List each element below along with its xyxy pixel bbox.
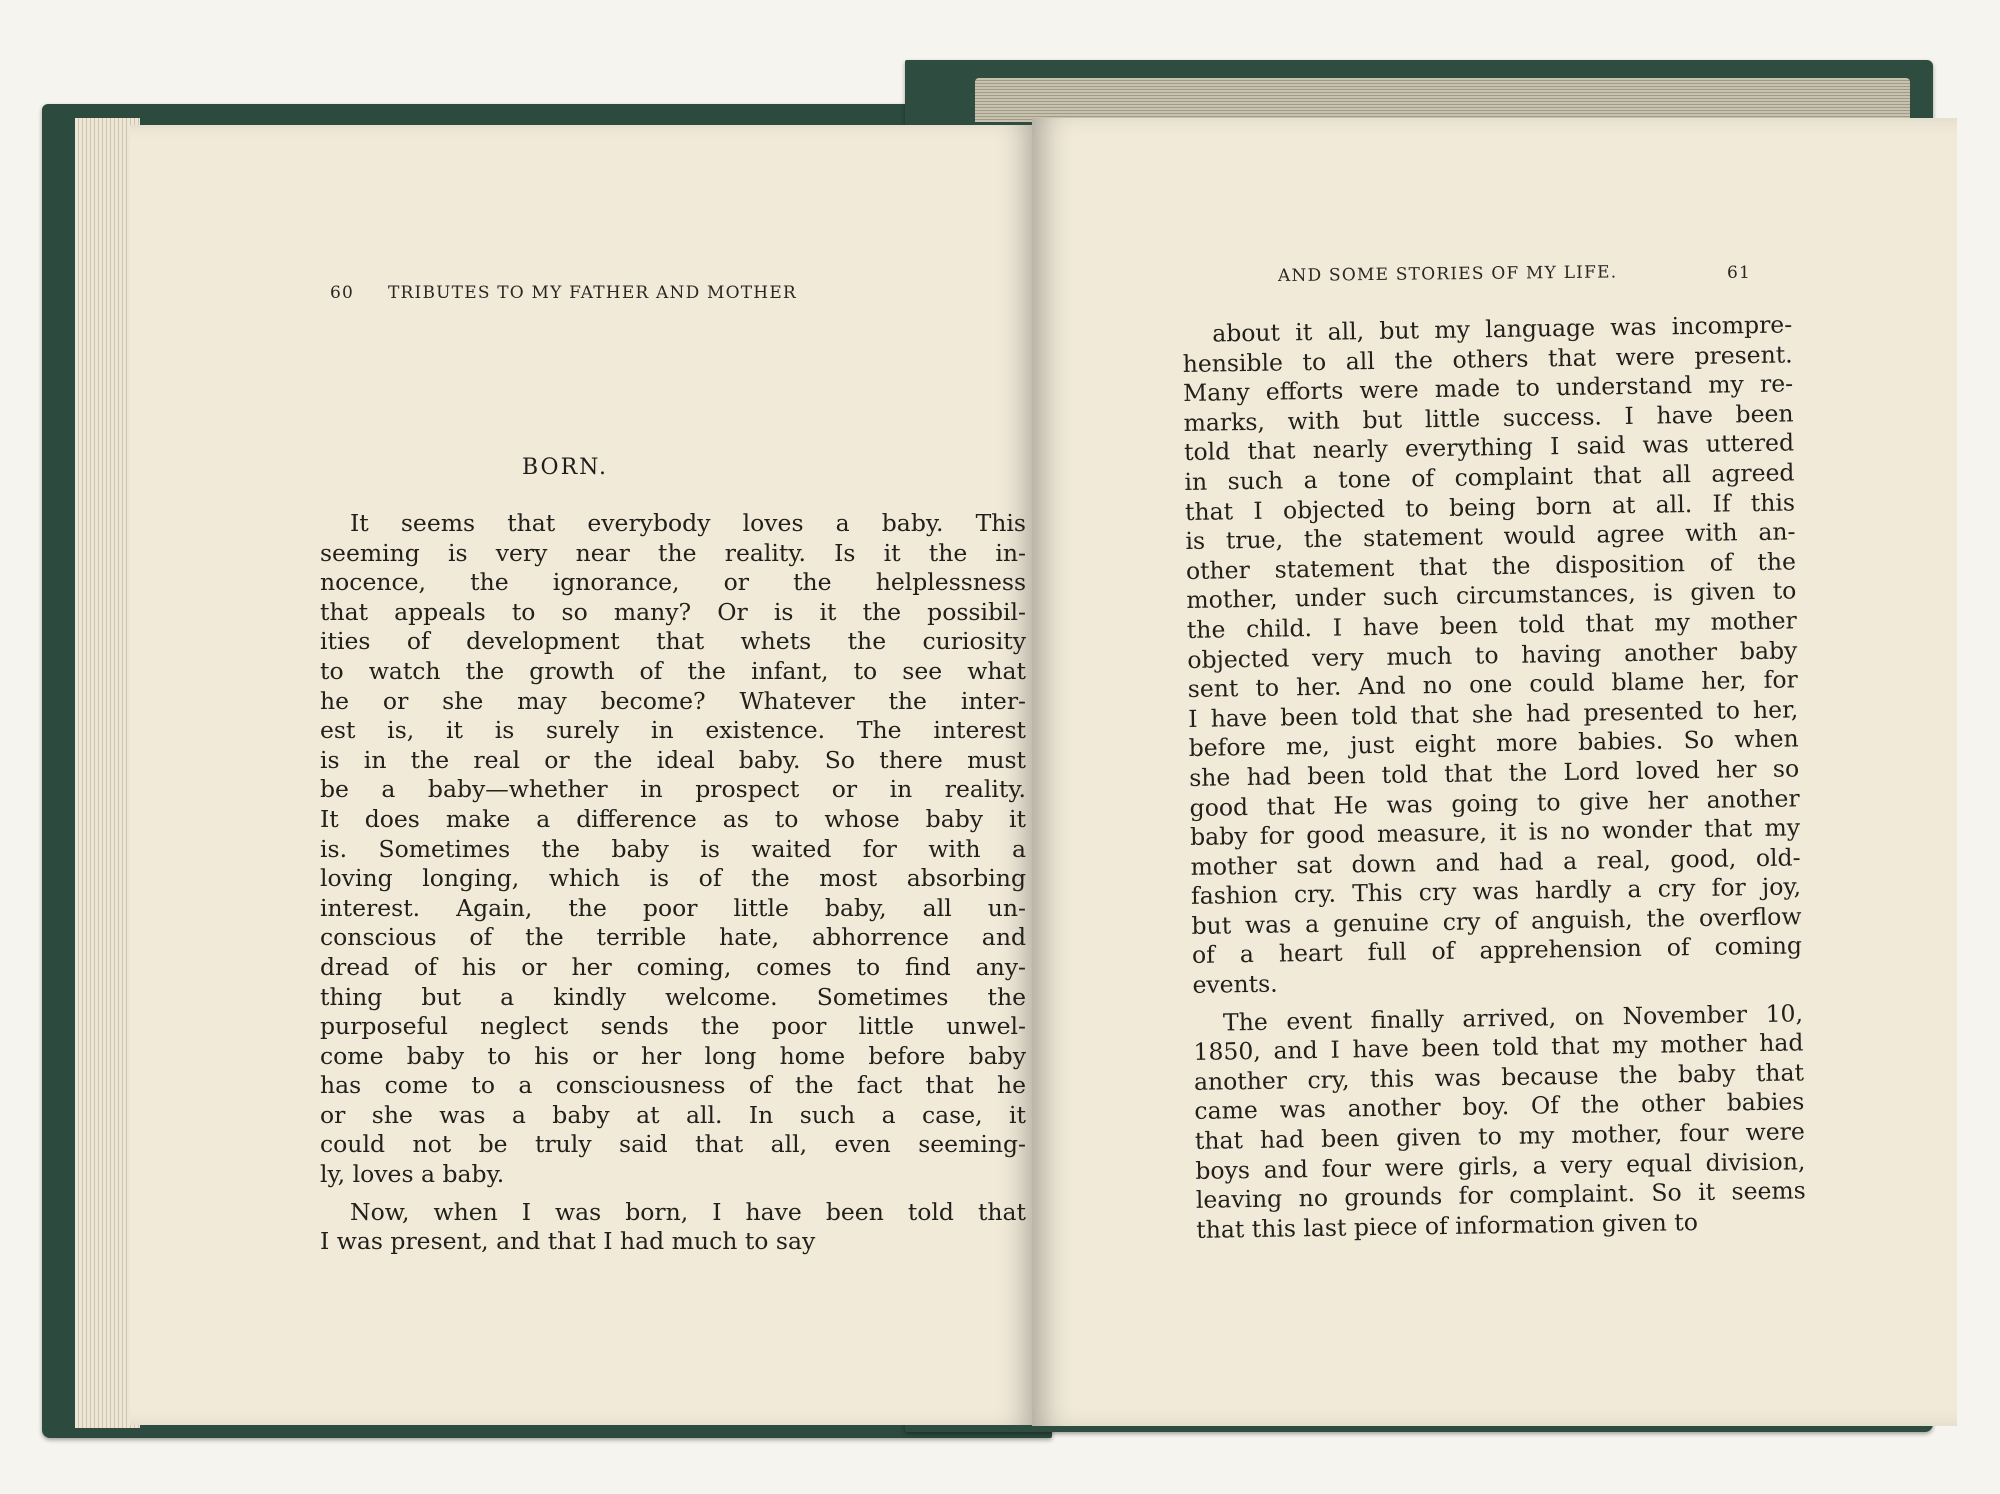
- right-body-text: [1182, 310, 1806, 1245]
- text-line: sent to her. And no one could blame her, for: [1187, 665, 1798, 704]
- text-line: baby for good measure, it is no wonder that my: [1189, 813, 1801, 852]
- text-line: be a baby—whether in prospect or in reality.: [320, 775, 1026, 804]
- text-line: thing but a kindly welcome. Sometimes the: [320, 982, 1026, 1011]
- text-line: seeming is very near the reality. Is it the in-: [320, 538, 1026, 567]
- text-line: of a heart full of apprehension of coming: [1191, 931, 1803, 970]
- right-page-number: 61: [1727, 263, 1752, 283]
- text-line: that had been given to my mother, four were: [1194, 1117, 1806, 1155]
- text-line: boys and four were girls, a very equal division,: [1195, 1146, 1806, 1185]
- text-line: ly, loves a baby.: [320, 1160, 505, 1189]
- text-line: to watch the growth of the infant, to see what: [320, 656, 1026, 685]
- right-paragraph-1: [1182, 310, 1803, 1000]
- text-line: It does make a difference as to whose baby it: [320, 804, 1026, 833]
- text-line: that I objected to being born at all. If this: [1184, 487, 1796, 526]
- text-line: is true, the statement would agree with an-: [1185, 517, 1796, 556]
- text-line: other statement that the disposition of the: [1185, 547, 1797, 585]
- text-line: conscious of the terrible hate, abhorrence and: [320, 923, 1026, 952]
- text-line: I have been told that she had presented to her,: [1188, 695, 1799, 733]
- text-line: before me, just eight more babies. So when: [1188, 724, 1799, 763]
- text-line: Now, when I was born, I have been told that: [350, 1197, 1026, 1226]
- right-running-head: AND SOME STORIES OF MY LIFE.: [1277, 262, 1618, 286]
- text-line: has come to a consciousness of the fact that he: [320, 1071, 1026, 1100]
- text-line: leaving no grounds for complaint. So it seems: [1195, 1176, 1806, 1215]
- left-paragraph-2: [320, 1198, 1026, 1257]
- text-line: another cry, this was because the baby that: [1193, 1058, 1805, 1096]
- text-line: came was another boy. Of the other babies: [1194, 1087, 1805, 1126]
- text-line: mother, under such circumstances, is given to: [1186, 576, 1797, 615]
- text-line: It seems that everybody loves a baby. This: [350, 509, 1026, 537]
- text-line: est is, it is surely in existence. The interest: [320, 716, 1026, 745]
- text-line: purposeful neglect sends the poor little unwel-: [320, 1012, 1026, 1041]
- left-body-text: [320, 509, 1026, 1257]
- text-line: 1850, and I have been told that my mother had: [1193, 1028, 1804, 1067]
- text-line: is. Sometimes the baby is waited for with a: [320, 834, 1026, 863]
- text-line: objected very much to having another baby: [1187, 635, 1798, 674]
- text-line: I was present, and that I had much to say: [320, 1227, 816, 1256]
- text-line: mother sat down and had a real, good, old-: [1190, 843, 1801, 881]
- left-paragraph-1: [320, 509, 1026, 1190]
- text-line: fashion cry. This cry was hardly a cry for joy,: [1190, 872, 1802, 911]
- text-line: that this last piece of information given to: [1196, 1207, 1699, 1244]
- text-line: the child. I have been told that my mother: [1186, 606, 1798, 644]
- text-line: marks, with but little success. I have been: [1183, 399, 1794, 437]
- right-paragraph-2: [1193, 999, 1807, 1245]
- text-line: events.: [1192, 969, 1278, 999]
- text-line: hensible to all the others that were present.: [1182, 340, 1793, 378]
- text-line: she had been told that the Lord loved her so: [1188, 754, 1800, 792]
- text-line: could not be truly said that all, even seeming-: [320, 1130, 1026, 1159]
- chapter-title: BORN.: [521, 455, 608, 480]
- text-line: ities of development that whets the curiosity: [320, 627, 1026, 656]
- text-line: but was a genuine cry of anguish, the overflow: [1191, 902, 1802, 940]
- page-edges-top: [975, 78, 1910, 122]
- text-line: told that nearly everything I said was uttered: [1183, 428, 1795, 467]
- text-line: good that He was going to give her another: [1189, 783, 1800, 822]
- text-line: dread of his or her coming, comes to find any-: [320, 952, 1026, 981]
- text-line: come baby to his or her long home before baby: [320, 1041, 1026, 1070]
- text-line: about it all, but my language was incompre-: [1211, 310, 1793, 348]
- right-page: [1032, 118, 1957, 1426]
- text-line: that appeals to so many? Or is it the possibil-: [320, 597, 1026, 626]
- text-line: he or she may become? Whatever the inter-: [320, 686, 1026, 715]
- left-page-number: 60: [330, 283, 355, 303]
- text-line: Many efforts were made to understand my re-: [1182, 369, 1794, 408]
- text-line: interest. Again, the poor little baby, all un-: [320, 893, 1026, 922]
- text-line: or she was a baby at all. In such a case, it: [320, 1100, 1026, 1129]
- text-line: in such a tone of complaint that all agreed: [1184, 458, 1795, 496]
- text-line: The event finally arrived, on November 10,: [1222, 998, 1804, 1037]
- text-line: is in the real or the ideal baby. So there must: [320, 745, 1026, 774]
- left-running-head: TRIBUTES TO MY FATHER AND MOTHER: [388, 283, 797, 303]
- text-line: loving longing, which is of the most absorbing: [320, 864, 1026, 893]
- text-line: nocence, the ignorance, or the helplessness: [320, 568, 1026, 597]
- left-page: [130, 125, 1032, 1425]
